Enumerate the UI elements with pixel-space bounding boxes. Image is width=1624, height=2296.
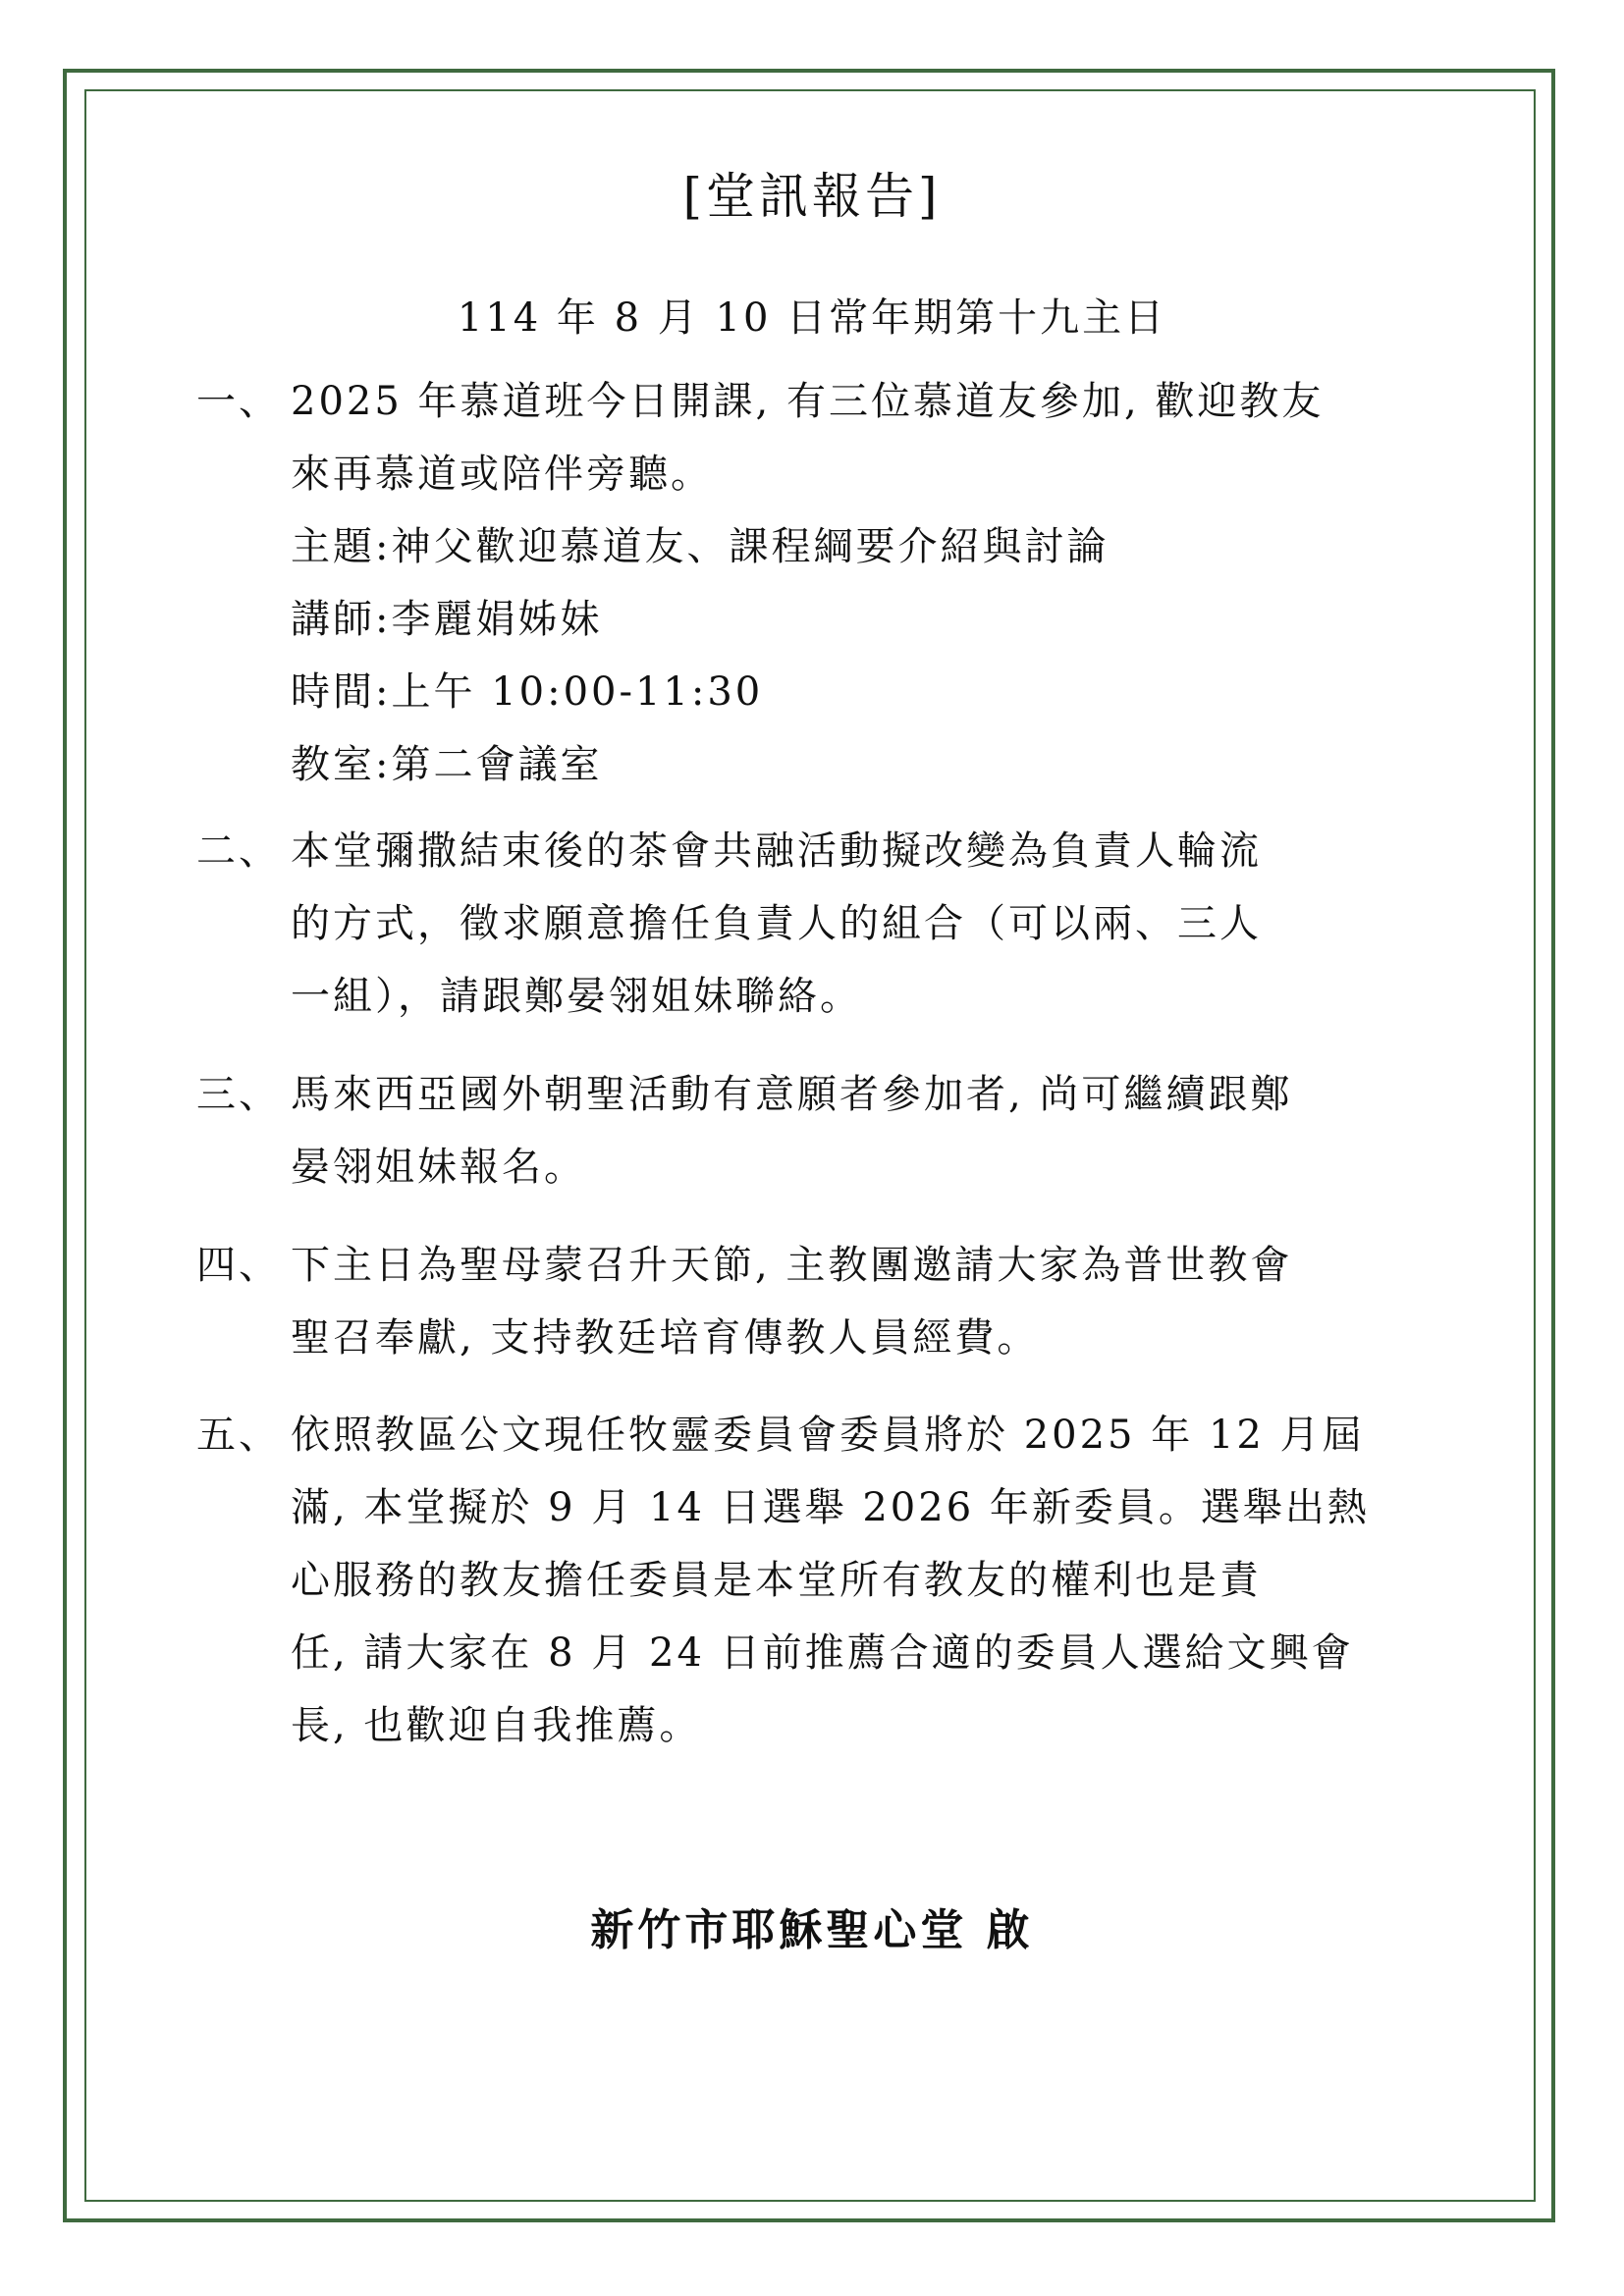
announcement-item-4: [196, 1229, 1483, 1374]
item-text-line: 任, 請大家在 8 月 24 日前推薦合適的委員人選給文興會: [291, 1630, 1354, 1676]
item-text-line: 馬來西亞國外朝聖活動有意願者參加者, 尚可繼續跟鄭: [291, 1072, 1293, 1117]
item-body: [291, 365, 1483, 801]
item-text-line: 長, 也歡迎自我推薦。: [291, 1703, 702, 1748]
date-line: 114 年 8 月 10 日常年期第十九主日: [457, 295, 1167, 341]
item-text-line: 2025 年慕道班今日開課, 有三位慕道友參加, 歡迎教友: [291, 379, 1325, 424]
item-text-line: 依照教區公文現任牧靈委員會委員將於 2025 年 12 月屆: [291, 1413, 1365, 1458]
detail-topic: 主題:神父歡迎慕道友、課程綱要介紹與討論: [291, 524, 1110, 569]
item-text-line: 本堂彌撒結束後的茶會共融活動擬改變為負責人輪流: [291, 828, 1262, 874]
item-number: 四、: [196, 1243, 281, 1288]
detail-classroom: 教室:第二會議室: [291, 742, 603, 787]
item-number: 五、: [196, 1413, 281, 1458]
item-text-line: 的方式，徵求願意擔任負責人的組合（可以兩、三人: [291, 901, 1262, 946]
item-text-line: 一組），請跟鄭晏翎姐妹聯絡。: [291, 974, 862, 1019]
detail-time: 時間:上午 10:00-11:30: [291, 669, 764, 715]
announcement-item-5: [196, 1399, 1483, 1762]
page-title: [堂訊報告]: [682, 168, 942, 225]
item-body: [291, 1229, 1483, 1374]
church-signature: 新竹市耶穌聖心堂 啟: [590, 1905, 1034, 1955]
item-text-line: 下主日為聖母蒙召升天節, 主教團邀請大家為普世教會: [291, 1243, 1293, 1288]
announcement-item-1: [196, 365, 1483, 801]
item-body: [291, 815, 1483, 1033]
class-details: [291, 510, 1483, 801]
item-text-line: 心服務的教友擔任委員是本堂所有教友的權利也是責: [291, 1558, 1262, 1603]
item-number: 二、: [196, 828, 281, 874]
item-text-line: 聖召奉獻, 支持教廷培育傳教人員經費。: [291, 1315, 1040, 1361]
announcement-item-2: [196, 815, 1483, 1033]
item-number: 一、: [196, 379, 281, 424]
item-body: [291, 1399, 1483, 1762]
item-text-line: 晏翎姐妹報名。: [291, 1145, 586, 1190]
item-number: 三、: [196, 1072, 281, 1117]
item-body: [291, 1058, 1483, 1203]
detail-lecturer: 講師:李麗娟姊妹: [291, 597, 603, 642]
item-text-line: 滿, 本堂擬於 9 月 14 日選舉 2026 年新委員。選舉出熱: [291, 1485, 1370, 1530]
announcement-item-3: [196, 1058, 1483, 1203]
item-text-line: 來再慕道或陪伴旁聽。: [291, 452, 713, 497]
